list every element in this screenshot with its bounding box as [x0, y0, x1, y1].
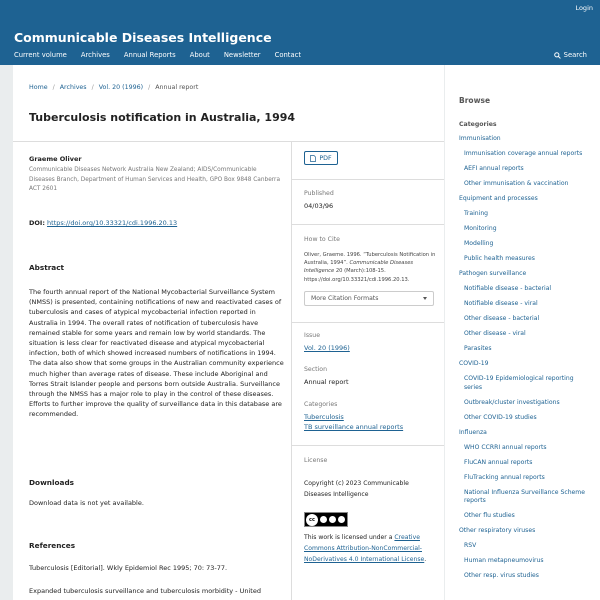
breadcrumb-separator: / — [148, 84, 151, 91]
sidebar-category[interactable]: Other respiratory viruses — [459, 527, 536, 534]
search-icon — [554, 52, 561, 59]
breadcrumb-issue[interactable]: Vol. 20 (1996) — [98, 84, 144, 91]
doi — [29, 219, 177, 227]
breadcrumb-home[interactable]: Home — [29, 84, 48, 91]
sidebar-subcategory[interactable]: Public health measures — [464, 255, 535, 262]
category-list — [459, 135, 589, 581]
author-name: Graeme Oliver — [29, 155, 82, 163]
nc-icon — [329, 516, 336, 523]
sidebar-subcategory[interactable]: Other resp. virus studies — [464, 572, 539, 579]
sidebar-subcategory[interactable]: Immunisation coverage annual reports — [464, 150, 583, 157]
nav-contact[interactable]: Contact — [274, 51, 302, 59]
sidebar-category[interactable]: Equipment and processes — [459, 195, 538, 202]
sidebar-category[interactable]: Pathogen surveillance — [459, 270, 527, 277]
sidebar-subcategory[interactable]: Training — [464, 210, 489, 217]
nav-about[interactable]: About — [189, 51, 210, 59]
sidebar-subcategory[interactable]: Notifiable disease - viral — [464, 300, 538, 307]
article-main — [13, 65, 444, 600]
cc-icon: cc — [306, 514, 318, 526]
site-header — [0, 0, 600, 65]
sidebar-category[interactable]: Immunisation — [459, 135, 501, 142]
license-link[interactable]: Creative Commons Attribution-NonCommercial-NoDerivatives 4.0 International License — [304, 534, 425, 563]
sidebar-subcategory[interactable]: COVID-19 Epidemiological reporting series — [464, 375, 574, 391]
downloads-text: Download data is not yet available. — [29, 499, 144, 507]
search-link[interactable] — [554, 51, 587, 59]
sidebar-category[interactable]: Influenza — [459, 428, 487, 436]
doi-link[interactable]: https://doi.org/10.33321/cdi.1996.20.13 — [47, 219, 178, 227]
cc-license-badge[interactable] — [304, 512, 348, 527]
sidebar-subcategory[interactable]: FluCAN annual reports — [464, 458, 533, 466]
sidebar-subcategory[interactable]: Monitoring — [464, 225, 497, 232]
sidebar-subcategory[interactable]: Outbreak/cluster investigations — [464, 398, 560, 406]
sidebar-subcategory[interactable]: RSV — [464, 542, 477, 549]
how-to-cite-label: How to Cite — [304, 236, 340, 243]
license-copyright: Copyright (c) 2023 Communicable Diseases Intelligence — [304, 480, 409, 498]
divider — [292, 179, 444, 180]
breadcrumb-archives[interactable]: Archives — [59, 84, 87, 91]
citation-rest: 20 (March):108-15. https://doi.org/10.33321/cdi.1996.20.13. — [304, 268, 410, 283]
sidebar-subcategory[interactable]: Other immunisation & vaccination — [464, 180, 569, 187]
column-divider — [291, 142, 292, 600]
published-date: 04/03/96 — [304, 202, 334, 210]
sidebar-subcategory[interactable]: Notifiable disease - bacterial — [464, 285, 552, 292]
main-nav — [14, 51, 301, 59]
license-desc-text: This work is licensed under a — [304, 534, 395, 541]
breadcrumb — [29, 84, 198, 91]
sidebar-subcategory[interactable]: FluTracking annual reports — [464, 473, 545, 481]
doi-label: DOI: — [29, 219, 45, 227]
sidebar-subcategory[interactable]: Other flu studies — [464, 512, 515, 519]
nav-newsletter[interactable]: Newsletter — [223, 51, 261, 59]
author-affiliation: Communicable Diseases Network Australia New Zealand; AIDS/Communicable Diseases Branch, Department of Human Services and Health, GPO Box 9848 Canberra ACT 2601 — [29, 167, 280, 192]
license-label: License — [304, 457, 328, 464]
categories-heading: Categories — [459, 121, 497, 128]
by-icon — [320, 516, 327, 523]
breadcrumb-separator: / — [91, 84, 94, 91]
references-heading: References — [29, 541, 76, 550]
login-link[interactable]: Login — [575, 4, 593, 12]
site-title[interactable]: Communicable Diseases Intelligence — [14, 30, 272, 45]
abstract-heading: Abstract — [29, 263, 65, 272]
category-link[interactable]: TB surveillance annual reports — [304, 423, 404, 431]
sidebar-subcategory[interactable]: Modelling — [464, 240, 494, 247]
sidebar-subcategory[interactable]: AEFI annual reports — [464, 165, 524, 172]
reference-item: Tuberculosis [Editorial]. Wkly Epidemiol Rec 1995; 70: 73-77. — [29, 564, 228, 572]
sidebar-subcategory[interactable]: Other COVID-19 studies — [464, 413, 537, 421]
sidebar-subcategory[interactable]: Human metapneumovirus — [464, 557, 544, 564]
search-label: Search — [563, 51, 587, 59]
nav-annual-reports[interactable]: Annual Reports — [123, 51, 176, 59]
divider — [292, 445, 444, 446]
citation-formats-dropdown[interactable] — [304, 291, 434, 306]
divider — [292, 322, 444, 323]
sidebar-subcategory[interactable]: WHO CCRRI annual reports — [464, 443, 547, 451]
citation-text — [304, 251, 437, 284]
categories-label: Categories — [304, 401, 338, 408]
nav-current-volume[interactable]: Current volume — [14, 51, 67, 59]
issue-label: Issue — [304, 332, 321, 339]
title-divider — [13, 141, 444, 142]
abstract-text: The fourth annual report of the National Mycobacterial Surveillance System (NMSS) is presented, containing notifications of new and reactivated cases of tuberculosis and cases of atypical mycobacterial infection reported in Australia in 1994. The overall rates of notification of tuberculosis have remained stable for some years and remain low by world standards. The situation is less clear for reactivated disease and atypical mycobacterial infection, both of which showed increased numbers of notifications in 1994. The data also show that some groups in the Australian community experience much higher than average rates of disease. These include Aboriginal and Torres Strait Islander people and persons born outside Australia. Surveillance through the NMSS has a major role to play in the control of these diseases. Efforts to further improve the quality of surveillance data in this database are recommended. — [29, 288, 284, 419]
category-link[interactable]: Tuberculosis — [304, 413, 344, 421]
citation-main: Oliver, Graeme. 1996. “Tuberculosis Notification in Australia, 1994”. — [304, 252, 436, 267]
issue-link[interactable]: Vol. 20 (1996) — [304, 344, 350, 352]
page-title: Tuberculosis notification in Australia, 1994 — [29, 111, 296, 124]
published-label: Published — [304, 190, 334, 197]
file-pdf-icon — [310, 155, 316, 162]
section-value: Annual report — [304, 378, 349, 386]
citation-formats-label: More Citation Formats — [311, 295, 379, 302]
section-label: Section — [304, 366, 327, 373]
divider — [292, 224, 444, 225]
sidebar-subcategory[interactable]: Other disease - viral — [464, 330, 526, 337]
breadcrumb-separator: / — [52, 84, 55, 91]
sidebar-subcategory[interactable]: Parasites — [464, 345, 492, 352]
sidebar — [445, 65, 600, 600]
reference-item: Expanded tuberculosis surveillance and tuberculosis morbidity - United — [29, 587, 261, 595]
sidebar-category[interactable]: COVID-19 — [459, 360, 489, 367]
pdf-label: PDF — [319, 154, 332, 162]
breadcrumb-current: Annual report — [155, 84, 199, 91]
nav-archives[interactable]: Archives — [80, 51, 110, 59]
sidebar-subcategory[interactable]: Other disease - bacterial — [464, 315, 540, 322]
sidebar-subcategory[interactable]: National Influenza Surveillance Scheme reports — [464, 488, 585, 504]
citation-journal: Communicable Diseases Intelligence — [304, 260, 414, 275]
nd-icon — [338, 516, 345, 523]
license-desc-end: . — [424, 556, 427, 563]
downloads-heading: Downloads — [29, 478, 75, 487]
license-description — [304, 532, 434, 565]
pdf-download-button[interactable] — [304, 151, 338, 165]
browse-heading: Browse — [459, 96, 491, 105]
chevron-down-icon — [423, 297, 427, 300]
